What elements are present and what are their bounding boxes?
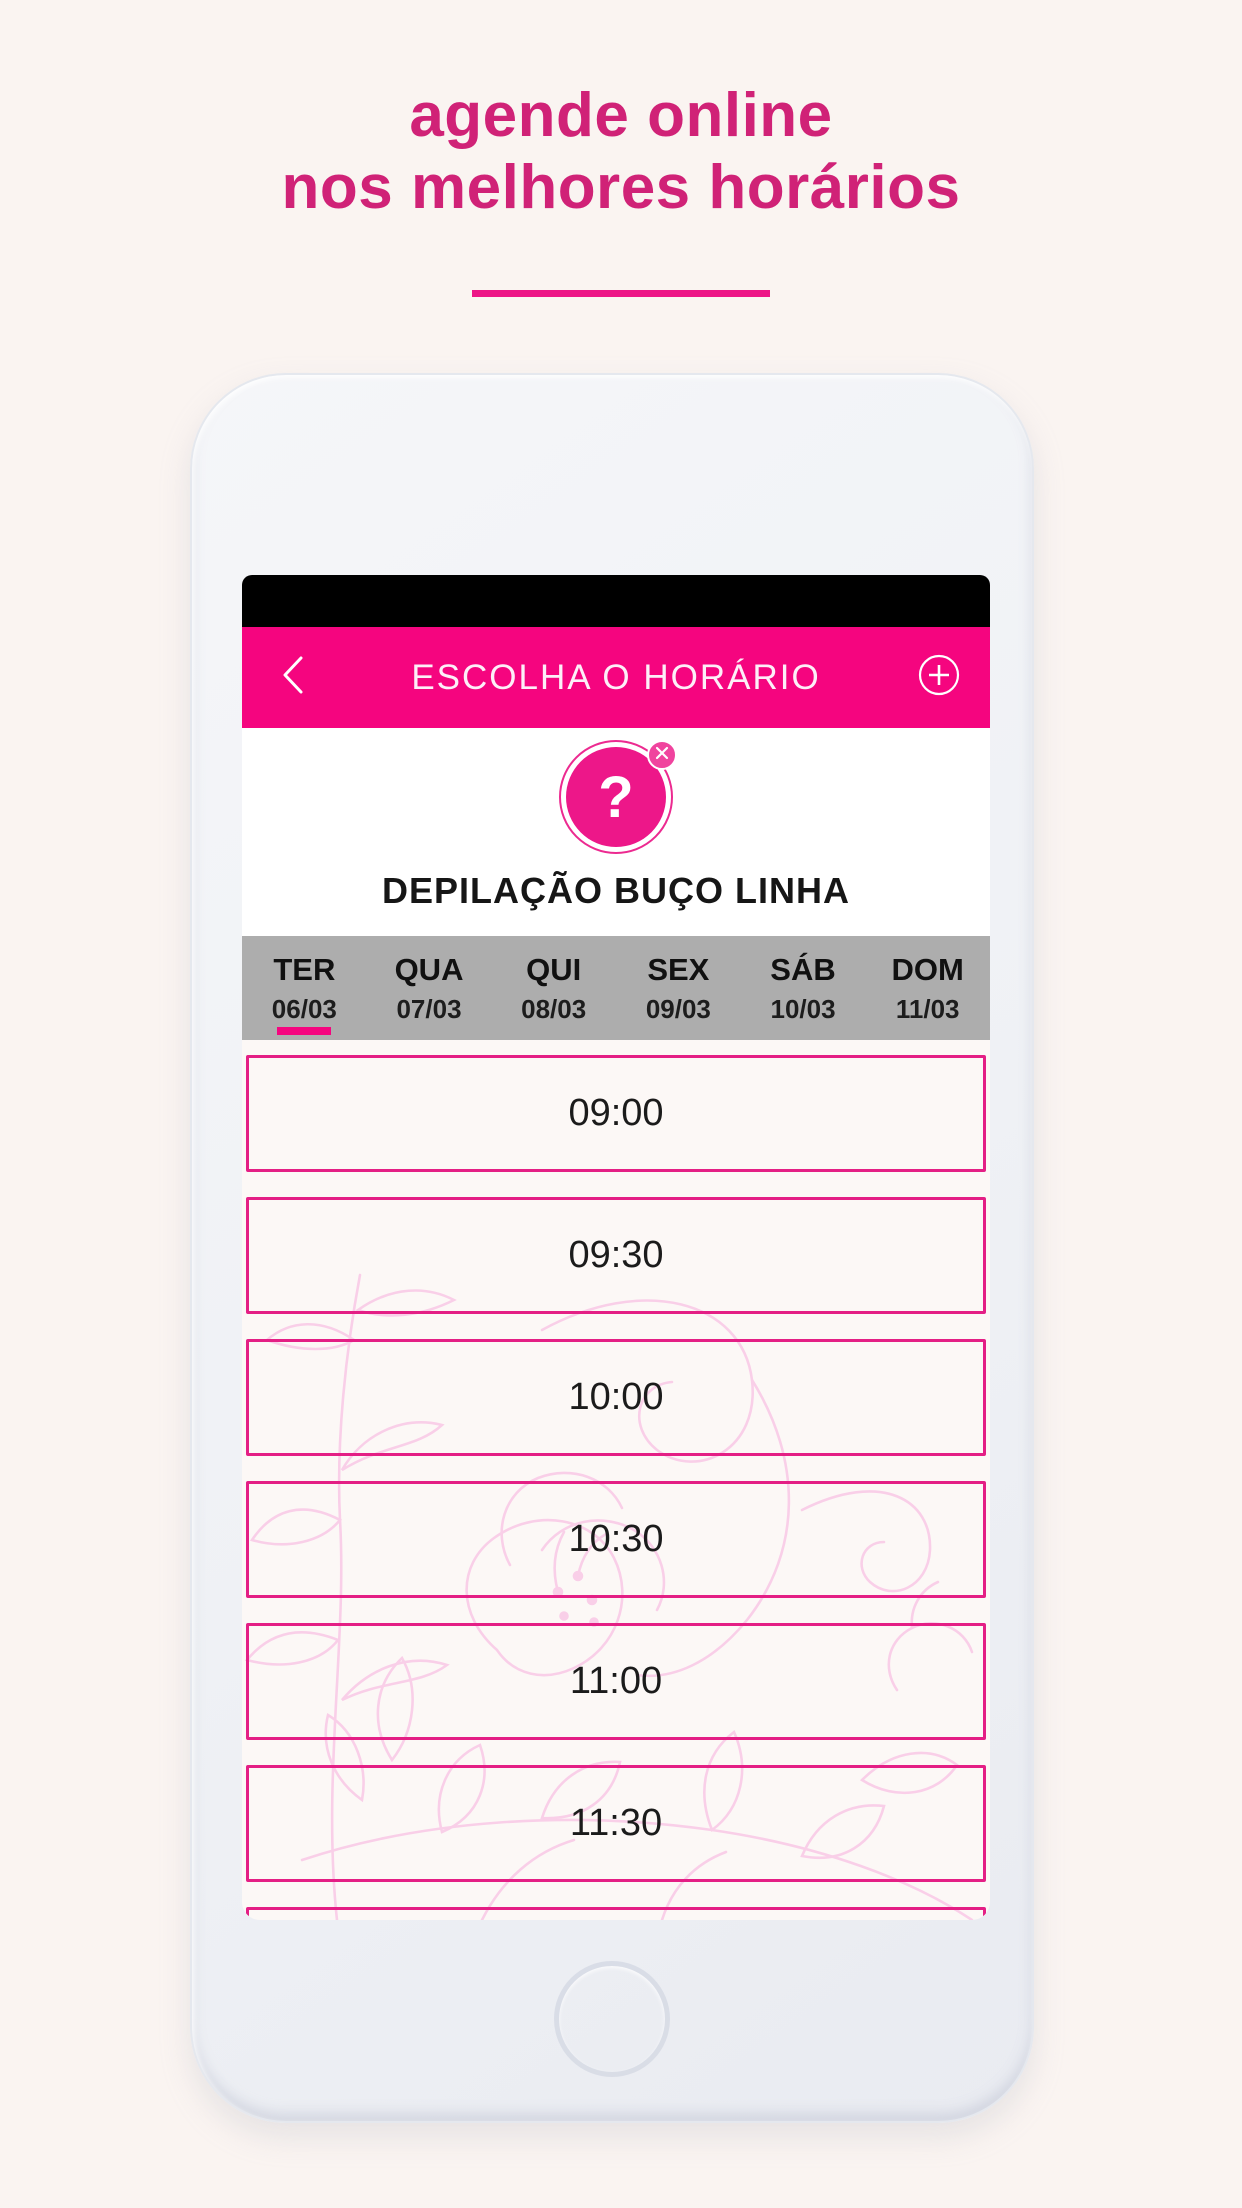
day-date: 11/03 bbox=[895, 993, 960, 1024]
service-section bbox=[242, 728, 990, 936]
time-slot-1130[interactable]: 11:30 bbox=[246, 1765, 986, 1882]
add-button[interactable] bbox=[916, 655, 962, 701]
close-icon bbox=[655, 746, 669, 765]
day-date: 08/03 bbox=[521, 993, 587, 1024]
status-bar bbox=[242, 575, 990, 627]
day-date: 10/03 bbox=[770, 993, 836, 1024]
day-label: QUA bbox=[394, 951, 464, 987]
day-tab-qua[interactable] bbox=[367, 936, 492, 1040]
day-tabs bbox=[242, 936, 990, 1040]
time-slot-0900[interactable]: 09:00 bbox=[246, 1055, 986, 1172]
page-title: ESCOLHA O HORÁRIO bbox=[411, 657, 821, 697]
phone-screen bbox=[242, 575, 990, 1920]
home-button bbox=[554, 1961, 670, 2077]
selected-day-indicator bbox=[277, 1027, 331, 1035]
day-date: 07/03 bbox=[396, 993, 462, 1024]
time-slot-1000[interactable]: 10:00 bbox=[246, 1339, 986, 1456]
question-mark-icon: ? bbox=[566, 747, 666, 847]
time-slot-1030[interactable]: 10:30 bbox=[246, 1481, 986, 1598]
day-label: SÁB bbox=[770, 951, 836, 987]
day-tab-dom[interactable] bbox=[865, 936, 990, 1040]
hero-title-line1: agende online bbox=[409, 81, 833, 150]
day-tab-sab[interactable] bbox=[741, 936, 866, 1040]
service-avatar bbox=[559, 740, 673, 854]
day-label: DOM bbox=[891, 951, 964, 987]
app-header bbox=[242, 627, 990, 728]
hero-title bbox=[0, 80, 1242, 224]
day-tab-ter[interactable] bbox=[242, 936, 367, 1040]
day-label: SEX bbox=[647, 951, 710, 987]
plus-circle-icon bbox=[917, 653, 961, 702]
time-slot-0930[interactable]: 09:30 bbox=[246, 1197, 986, 1314]
day-tab-sex[interactable] bbox=[616, 936, 741, 1040]
day-label: QUI bbox=[526, 951, 582, 987]
day-date: 09/03 bbox=[645, 993, 711, 1024]
chevron-left-icon bbox=[280, 654, 306, 701]
time-slot-1100[interactable]: 11:00 bbox=[246, 1623, 986, 1740]
phone-frame bbox=[190, 373, 1034, 2123]
hero-divider bbox=[472, 290, 770, 297]
service-name: DEPILAÇÃO BUÇO LINHA bbox=[382, 870, 850, 911]
hero-section bbox=[0, 80, 1242, 224]
time-slot-partial-next[interactable] bbox=[246, 1907, 986, 1920]
day-date: 06/03 bbox=[271, 993, 337, 1024]
hero-title-line2: nos melhores horários bbox=[281, 153, 961, 222]
day-tab-qui[interactable] bbox=[491, 936, 616, 1040]
service-remove-badge[interactable] bbox=[647, 740, 677, 770]
back-button[interactable] bbox=[270, 655, 316, 701]
day-label: TER bbox=[273, 951, 336, 987]
time-slot-list bbox=[242, 1040, 990, 1920]
